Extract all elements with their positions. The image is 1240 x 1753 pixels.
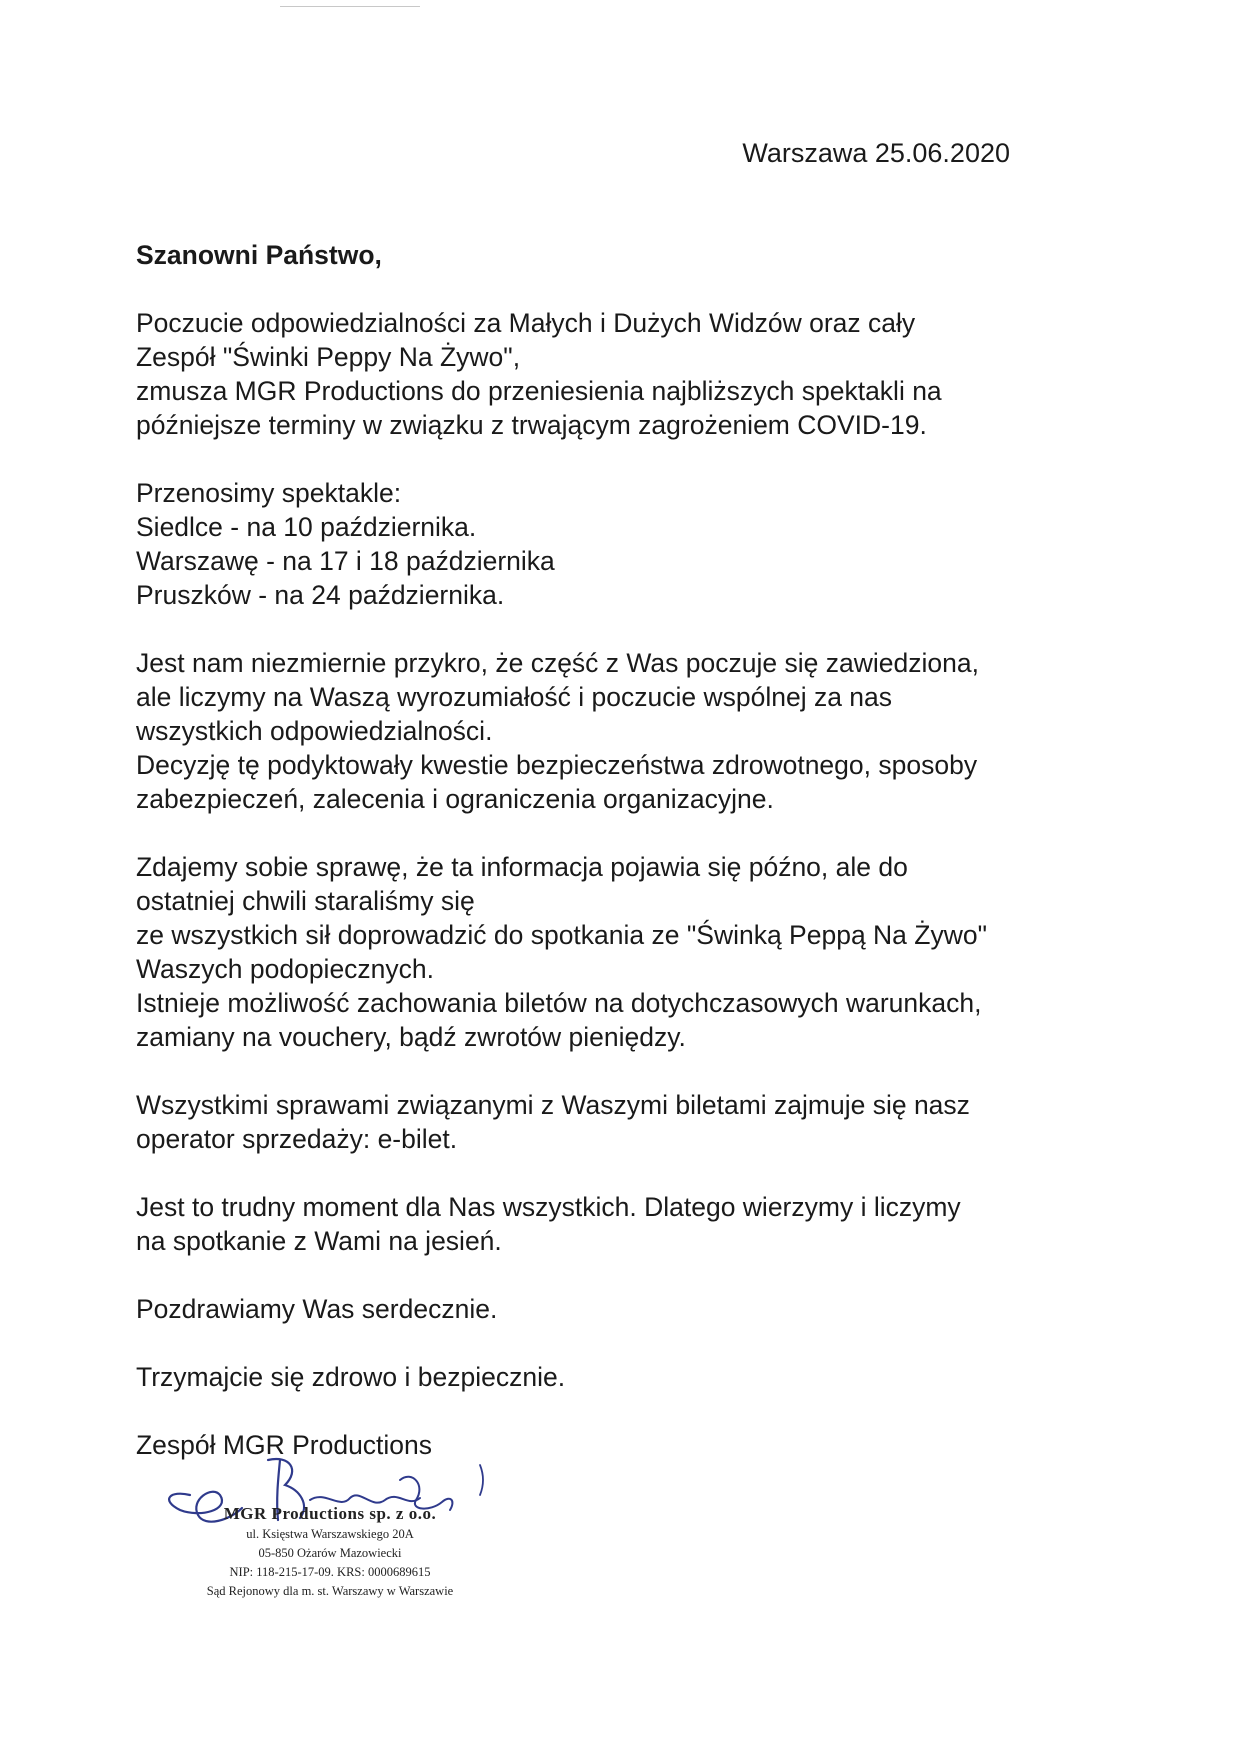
text-line: Poczucie odpowiedzialności za Małych i Dużych Widzów oraz cały: [136, 308, 916, 338]
text-line: Jest to trudny moment dla Nas wszystkich. Dlatego wierzymy i liczymy: [136, 1192, 961, 1222]
text-line: Przenosimy spektakle:: [136, 478, 402, 508]
text-line: Siedlce - na 10 października.: [136, 512, 477, 542]
company-stamp: [150, 1503, 510, 1601]
text-line: ale liczymy na Waszą wyrozumiałość i poczucie wspólnej za nas: [136, 682, 893, 712]
text-line: Istnieje możliwość zachowania biletów na dotychczasowych warunkach,: [136, 988, 982, 1018]
stamp-company-name: MGR Productions sp. z o.o.: [223, 1504, 437, 1523]
letter-date: Warszawa 25.06.2020: [742, 138, 1010, 168]
text-line: Warszawę - na 17 i 18 października: [136, 546, 555, 576]
paragraph-ticket-operator: [136, 1088, 1096, 1156]
text-line: późniejsze terminy w związku z trwającym zagrożeniem COVID-19.: [136, 410, 927, 440]
text-line: Pozdrawiamy Was serdecznie.: [136, 1294, 498, 1324]
paragraph-new-dates: [136, 476, 1096, 612]
letter-body: [136, 238, 1096, 1462]
stamp-address-line: ul. Księstwa Warszawskiego 20A: [246, 1527, 414, 1541]
paragraph-apology: [136, 646, 1096, 816]
text-line: na spotkanie z Wami na jesień.: [136, 1226, 502, 1256]
text-line: Zespół "Świnki Peppy Na Żywo",: [136, 342, 521, 372]
text-line: operator sprzedaży: e-bilet.: [136, 1124, 458, 1154]
text-line: zabezpieczeń, zalecenia i ograniczenia organizacyjne.: [136, 784, 774, 814]
text-line: zmusza MGR Productions do przeniesienia najbliższych spektakli na: [136, 376, 942, 406]
letter-closing: Zespół MGR Productions: [136, 1430, 433, 1460]
text-line: Pruszków - na 24 października.: [136, 580, 505, 610]
text-line: ze wszystkich sił doprowadzić do spotkania ze "Świnką Peppą Na Żywo": [136, 920, 988, 950]
text-line: Waszych podopiecznych.: [136, 954, 435, 984]
stamp-address-line: 05-850 Ożarów Mazowiecki: [258, 1546, 402, 1560]
text-line: Zdajemy sobie sprawę, że ta informacja pojawia się późno, ale do: [136, 852, 908, 882]
stamp-court: Sąd Rejonowy dla m. st. Warszawy w Warszawie: [206, 1584, 454, 1598]
paragraph-postponement-reason: [136, 306, 1096, 442]
text-line: ostatniej chwili staraliśmy się: [136, 886, 475, 916]
text-line: wszystkich odpowiedzialności.: [136, 716, 493, 746]
scan-artifact-line: [280, 6, 420, 7]
letter-greeting: Szanowni Państwo,: [136, 240, 382, 270]
paragraph-regards: [136, 1292, 1096, 1326]
text-line: Trzymajcie się zdrowo i bezpiecznie.: [136, 1362, 566, 1392]
text-line: zamiany na vouchery, bądź zwrotów pieniędzy.: [136, 1022, 686, 1052]
text-line: Wszystkimi sprawami związanymi z Waszymi biletami zajmuje się nasz: [136, 1090, 970, 1120]
paragraph-difficult-moment: [136, 1190, 1096, 1258]
text-line: Decyzję tę podyktowały kwestie bezpieczeństwa zdrowotnego, sposoby: [136, 750, 978, 780]
paragraph-stay-safe: [136, 1360, 1096, 1394]
stamp-registry-ids: NIP: 118-215-17-09. KRS: 0000689615: [229, 1565, 431, 1579]
paragraph-ticket-options: [136, 850, 1096, 1054]
text-line: Jest nam niezmiernie przykro, że część z Was poczuje się zawiedziona,: [136, 648, 979, 678]
